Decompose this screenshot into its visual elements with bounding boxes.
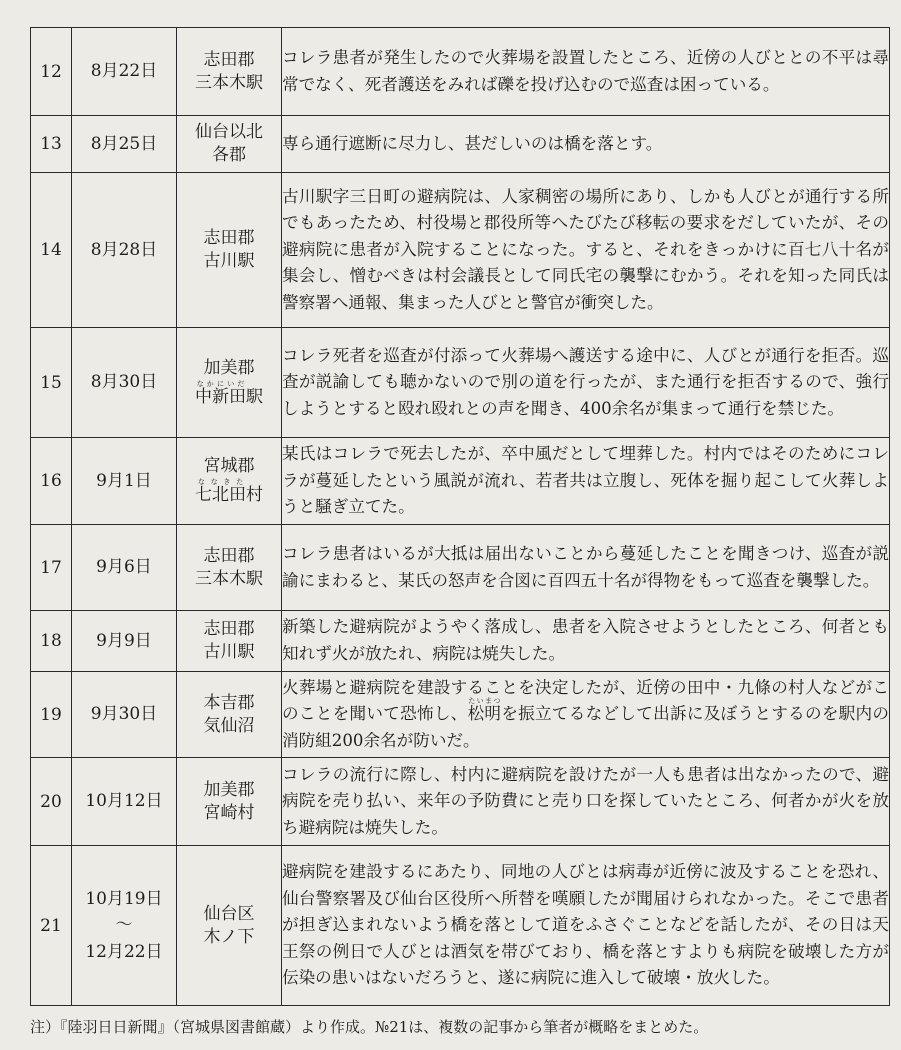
place-district: 志田郡: [203, 619, 255, 640]
row-date: 9月1日: [72, 438, 177, 525]
row-number: 21: [31, 846, 72, 1006]
ruby-base: 松明: [467, 704, 502, 724]
table-row: [31, 611, 890, 672]
row-description: 新築した避病院がようやく落成し、患者を入院させようとしたところ、何者とも知れず火が放たれ、病院は焼失した。: [282, 611, 890, 672]
table-row: [31, 173, 890, 328]
place-district: 本吉郡: [203, 692, 255, 713]
ruby-suffix: 駅: [246, 386, 263, 407]
ruby-base: 七北田: [195, 485, 246, 505]
row-place: [177, 758, 282, 846]
row-date: 9月6日: [72, 525, 177, 611]
ruby-suffix: 村: [246, 485, 263, 505]
row-date: 10月12日: [72, 758, 177, 846]
row-number: 17: [31, 525, 72, 611]
ruby-base: 中新田: [195, 386, 246, 407]
ruby-reading: たいまつ: [467, 697, 502, 706]
row-description: コレラ患者が発生したので火葬場を設置したところ、近傍の人びととの不平は尋常でなく、死者護送をみれば礫を投げ込むので巡査は困っている。: [282, 28, 890, 116]
place-town: 古川駅: [203, 642, 255, 662]
table-row: [31, 28, 890, 116]
place-district: 宮城郡: [203, 456, 255, 477]
row-date: 9月30日: [72, 672, 177, 758]
table-row: [31, 328, 890, 438]
date-range-mark: 〜: [115, 915, 133, 936]
date-start: 10月19日: [85, 888, 163, 909]
row-date: 9月9日: [72, 611, 177, 672]
row-place: [177, 28, 282, 116]
row-place: [177, 525, 282, 611]
place-town: 各郡: [212, 145, 246, 165]
place-town: 三本木駅: [195, 568, 263, 589]
row-description: [282, 672, 890, 758]
place-district: 仙台区: [203, 903, 255, 924]
place-district: 加美郡: [203, 357, 255, 378]
table-row: [31, 116, 890, 173]
row-place: [177, 846, 282, 1006]
table-row: [31, 672, 890, 758]
table-row: [31, 525, 890, 611]
row-number: 15: [31, 328, 72, 438]
place-district: 加美郡: [203, 779, 255, 800]
desc-part: 火葬場と避病院を建設することを決定したが、近傍の田中・九條の村人などがこのことを聞いて恐怖し、: [282, 677, 889, 724]
row-place: [177, 438, 282, 525]
place-district: 志田郡: [203, 228, 255, 249]
row-description: 避病院を建設するにあたり、同地の人びとは病毒が近傍に波及することを恐れ、仙台警察署及び仙台区役所へ所替を嘆願したが聞届けられなかった。そこで患者が担ぎ込まれないよう橋を落として道をふさぐことなどを話したが、その日は天王祭の例日で人びとは酒気を帯びており、橋を落とすよりも病院を破壊した方が伝染の患いはないだろうと、遂に病院に進入して破壊・放火した。: [282, 846, 890, 1006]
row-description: コレラ死者を巡査が付添って火葬場へ護送する途中に、人びとが通行を拒否。巡査が説諭しても聴かないので別の道を行ったが、また通行を拒否するので、強行しようとすると殴れ殴れとの声を聞き、400余名が集まって通行を禁じた。: [282, 328, 890, 438]
row-description: コレラ患者はいるが大抵は届出ないことから蔓延したことを聞きつけ、巡査が説諭にまわると、某氏の怒声を合図に百四五十名が得物をもって巡査を襲撃した。: [282, 525, 890, 611]
row-place: [177, 611, 282, 672]
row-number: 13: [31, 116, 72, 173]
place-town: 三本木駅: [195, 72, 263, 93]
row-place: [177, 672, 282, 758]
row-description: 専ら通行遮断に尽力し、甚だしいのは橋を落とす。: [282, 116, 890, 173]
row-number: 20: [31, 758, 72, 846]
place-town: 気仙沼: [203, 715, 255, 736]
row-description: 某氏はコレラで死去したが、卒中風だとして埋葬した。村内ではそのためにコレラが蔓延したという風説が流れ、若者共は立腹し、死体を掘り起こして火葬しようと騒ぎ立てた。: [282, 438, 890, 525]
row-number: 19: [31, 672, 72, 758]
place-town-ruby: [177, 380, 281, 409]
row-date: [72, 846, 177, 1006]
ruby-reading: なかにいだ: [195, 379, 246, 388]
row-number: 16: [31, 438, 72, 525]
row-date: 8月22日: [72, 28, 177, 116]
row-description: コレラの流行に際し、村内に避病院を設けたが一人も患者は出なかったので、避病院を売り払い、来年の予防費にと売り口を探していたところ、何者かが火を放ち避病院は焼失した。: [282, 758, 890, 846]
place-town: 古川駅: [203, 251, 255, 271]
ruby-reading: ななきた: [195, 478, 246, 486]
row-place: [177, 173, 282, 328]
place-district: 仙台以北: [195, 122, 263, 143]
table-row: [31, 758, 890, 846]
place-town-ruby: [177, 478, 281, 507]
table-row: [31, 438, 890, 525]
date-end: 12月22日: [85, 941, 163, 962]
incident-table: [30, 27, 890, 1006]
row-description: 古川駅字三日町の避病院は、人家稠密の場所にあり、しかも人びとが通行する所でもあったため、村役場と郡役所等へたびたび移転の要求をだしていたが、その避病院に患者が入院することになった。すると、それをきっかけに百七八十名が集会し、憎むべきは村会議長として同氏宅の襲撃にむかう。それを知った同氏は警察署へ通報、集まった人びとと警官が衝突した。: [282, 173, 890, 328]
row-place: [177, 328, 282, 438]
place-district: 志田郡: [203, 545, 255, 566]
row-date: 8月25日: [72, 116, 177, 173]
source-note: 注）『陸羽日日新聞』（宮城県図書館蔵）より作成。№21は、複数の記事から筆者が概略をまとめた。: [30, 1018, 709, 1036]
row-number: 14: [31, 173, 72, 328]
row-number: 12: [31, 28, 72, 116]
place-town: 木ノ下: [203, 926, 255, 947]
place-town: 宮崎村: [203, 802, 255, 823]
place-district: 志田郡: [203, 49, 255, 70]
table-row: [31, 846, 890, 1006]
desc-part: を振立てるなどして出訴に及ぼうとするのを駅内の消防組200余名が防いだ。: [282, 704, 890, 750]
row-number: 18: [31, 611, 72, 672]
row-place: [177, 116, 282, 173]
row-date: 8月28日: [72, 173, 177, 328]
row-date: 8月30日: [72, 328, 177, 438]
